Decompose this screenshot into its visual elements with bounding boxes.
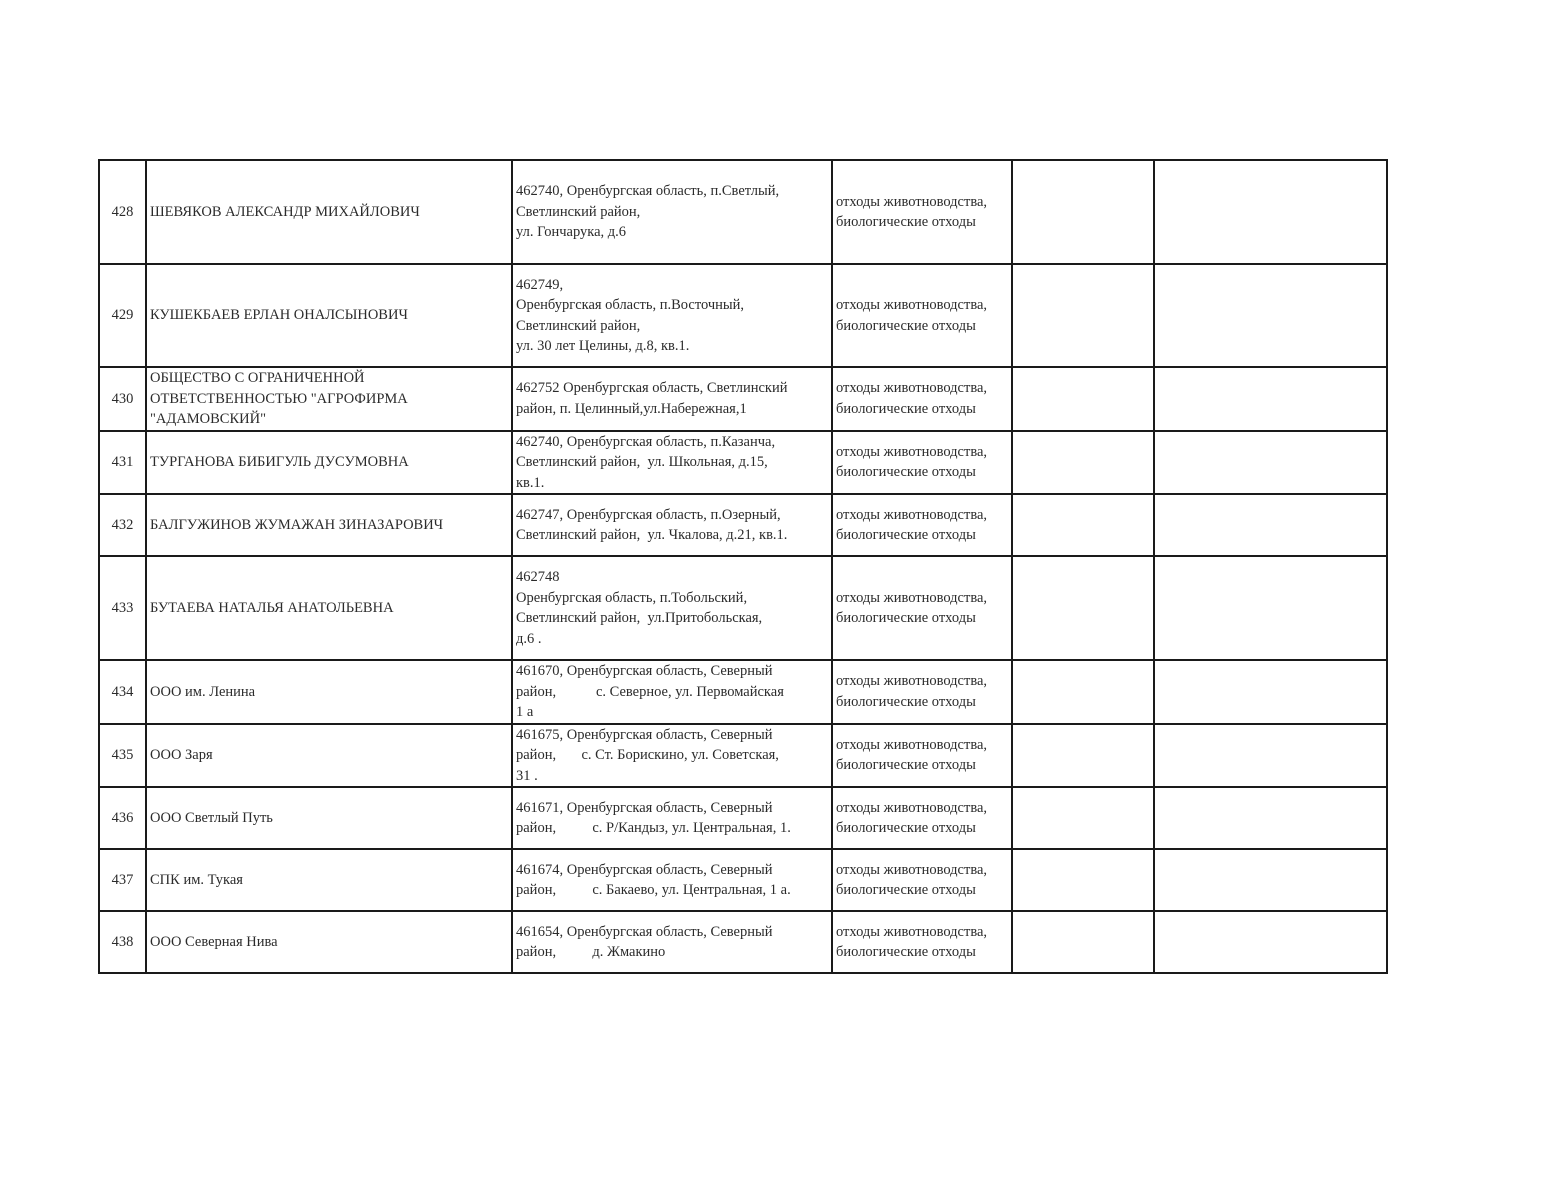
empty-cell [1154,660,1387,724]
address-line: 462740, Оренбургская область, п.Светлый, [516,183,780,200]
waste-type-line: отходы животноводства, [836,799,988,816]
empty-cell [1154,431,1387,495]
waste-type-line: биологические отходы [836,820,976,836]
address-line: Светлинский район, [516,203,641,220]
empty-cell [1012,911,1154,973]
address-cell [512,724,832,788]
row-number-cell: 435 [99,724,146,788]
organization-name-cell: КУШЕКБАЕВ ЕРЛАН ОНАЛСЫНОВИЧ [146,264,512,367]
address-cell [512,494,832,556]
address-cell [512,911,832,973]
waste-type-line: отходы животноводства, [836,861,988,878]
address-line: 1 а [516,704,534,720]
empty-cell [1012,787,1154,849]
row-number-cell: 434 [99,660,146,724]
organization-name-cell: ШЕВЯКОВ АЛЕКСАНДР МИХАЙЛОВИЧ [146,160,512,264]
waste-type-cell [832,911,1012,973]
table-row [99,787,1387,849]
address-line: 461674, Оренбургская область, Северный [516,861,773,878]
empty-cell [1012,849,1154,911]
waste-type-line: отходы животноводства, [836,589,988,606]
empty-cell [1154,556,1387,660]
empty-cell [1012,431,1154,495]
row-number-cell: 433 [99,556,146,660]
table-row [99,724,1387,788]
waste-type-line: биологические отходы [836,610,976,626]
address-line: Светлинский район, ул. Школьная, д.15, [516,454,768,470]
organization-name-cell: БУТАЕВА НАТАЛЬЯ АНАТОЛЬЕВНА [146,556,512,660]
waste-type-cell [832,724,1012,788]
address-line: ул. Гончарука, д.6 [516,224,627,241]
empty-cell [1012,264,1154,367]
empty-cell [1012,660,1154,724]
empty-cell [1012,160,1154,264]
waste-type-line: отходы животноводства, [836,736,988,753]
address-line: район, п. Целинный,ул.Набережная,1 [516,400,747,417]
waste-type-cell [832,660,1012,724]
waste-type-line: биологические отходы [836,757,976,774]
waste-type-line: биологические отходы [836,214,976,230]
address-line: 462749, [516,276,564,293]
waste-type-line: биологические отходы [836,693,976,710]
waste-type-line: отходы животноводства, [836,443,988,460]
empty-cell [1154,264,1387,367]
address-line: кв.1. [516,474,545,491]
waste-type-cell [832,160,1012,264]
table-row [99,556,1387,660]
empty-cell [1154,494,1387,556]
waste-type-cell [832,556,1012,660]
table-row [99,911,1387,973]
address-line: 461671, Оренбургская область, Северный [516,799,773,816]
empty-cell [1012,556,1154,660]
waste-type-line: биологические отходы [836,527,976,543]
address-cell [512,660,832,724]
address-cell [512,264,832,367]
address-line: район, с. Бакаево, ул. Центральная, 1 а. [516,882,791,898]
row-number-cell: 428 [99,160,146,264]
address-cell [512,367,832,431]
address-line: Светлинский район, ул. Чкалова, д.21, кв.1. [516,527,788,543]
address-line: 462740, Оренбургская область, п.Казанча, [516,433,776,450]
address-line: Оренбургская область, п.Тобольский, [516,589,748,606]
address-line: район, д. Жмакино [516,944,666,960]
waste-type-line: отходы животноводства, [836,923,988,940]
table-row [99,494,1387,556]
empty-cell [1012,367,1154,431]
address-cell [512,849,832,911]
organization-name-cell: ТУРГАНОВА БИБИГУЛЬ ДУСУМОВНА [146,431,512,495]
organization-name-cell: ООО Светлый Путь [146,787,512,849]
address-line: район, с. Ст. Борискино, ул. Советская, [516,747,779,763]
empty-cell [1154,724,1387,788]
table-row [99,431,1387,495]
empty-cell [1154,367,1387,431]
waste-type-line: отходы животноводства, [836,193,988,210]
table-row [99,160,1387,264]
organization-name-cell: СПК им. Тукая [146,849,512,911]
organization-name-cell: ООО Северная Нива [146,911,512,973]
waste-type-line: отходы животноводства, [836,506,988,523]
address-line: Светлинский район, ул.Притобольская, [516,610,763,626]
organization-name-cell: ОБЩЕСТВО С ОГРАНИЧЕННОЙ ОТВЕТСТВЕННОСТЬЮ "АГРОФИРМА "АДАМОВСКИЙ" [146,367,512,431]
waste-type-cell [832,367,1012,431]
address-line: ул. 30 лет Целины, д.8, кв.1. [516,338,690,354]
organization-name-cell: БАЛГУЖИНОВ ЖУМАЖАН ЗИНАЗАРОВИЧ [146,494,512,556]
address-cell [512,160,832,264]
address-line: Оренбургская область, п.Восточный, [516,297,745,313]
waste-type-cell [832,787,1012,849]
table-row [99,264,1387,367]
organization-name-cell: ООО им. Ленина [146,660,512,724]
empty-cell [1154,849,1387,911]
organization-name-cell: ООО Заря [146,724,512,788]
address-cell [512,431,832,495]
registry-table-body [99,160,1387,973]
waste-type-line: биологические отходы [836,400,976,417]
waste-type-cell [832,494,1012,556]
waste-type-line: отходы животноводства, [836,297,988,313]
address-line: 462752 Оренбургская область, Светлинский [516,380,788,397]
waste-type-cell [832,431,1012,495]
empty-cell [1154,787,1387,849]
address-line: 461675, Оренбургская область, Северный [516,726,773,743]
row-number-cell: 430 [99,367,146,431]
empty-cell [1154,911,1387,973]
waste-type-line: биологические отходы [836,317,976,334]
row-number-cell: 432 [99,494,146,556]
waste-type-cell [832,849,1012,911]
address-line: 461654, Оренбургская область, Северный [516,923,773,940]
address-line: район, с. Северное, ул. Первомайская [516,683,784,700]
empty-cell [1012,494,1154,556]
empty-cell [1012,724,1154,788]
registry-table [98,159,1388,974]
waste-type-line: биологические отходы [836,464,976,481]
address-line: д.6 . [516,630,542,647]
waste-type-line: отходы животноводства, [836,380,988,397]
row-number-cell: 436 [99,787,146,849]
empty-cell [1154,160,1387,264]
waste-type-line: биологические отходы [836,944,976,960]
table-row [99,660,1387,724]
row-number-cell: 438 [99,911,146,973]
address-line: 461670, Оренбургская область, Северный [516,663,773,679]
row-number-cell: 429 [99,264,146,367]
table-row [99,849,1387,911]
address-line: Светлинский район, [516,317,641,334]
row-number-cell: 431 [99,431,146,495]
address-line: 31 . [516,767,538,784]
row-number-cell: 437 [99,849,146,911]
waste-type-line: биологические отходы [836,882,976,898]
address-line: район, с. Р/Кандыз, ул. Центральная, 1. [516,820,791,836]
waste-type-cell [832,264,1012,367]
address-line: 462747, Оренбургская область, п.Озерный, [516,506,781,523]
table-row [99,367,1387,431]
address-cell [512,556,832,660]
waste-type-line: отходы животноводства, [836,673,988,690]
address-cell [512,787,832,849]
address-line: 462748 [516,569,560,585]
